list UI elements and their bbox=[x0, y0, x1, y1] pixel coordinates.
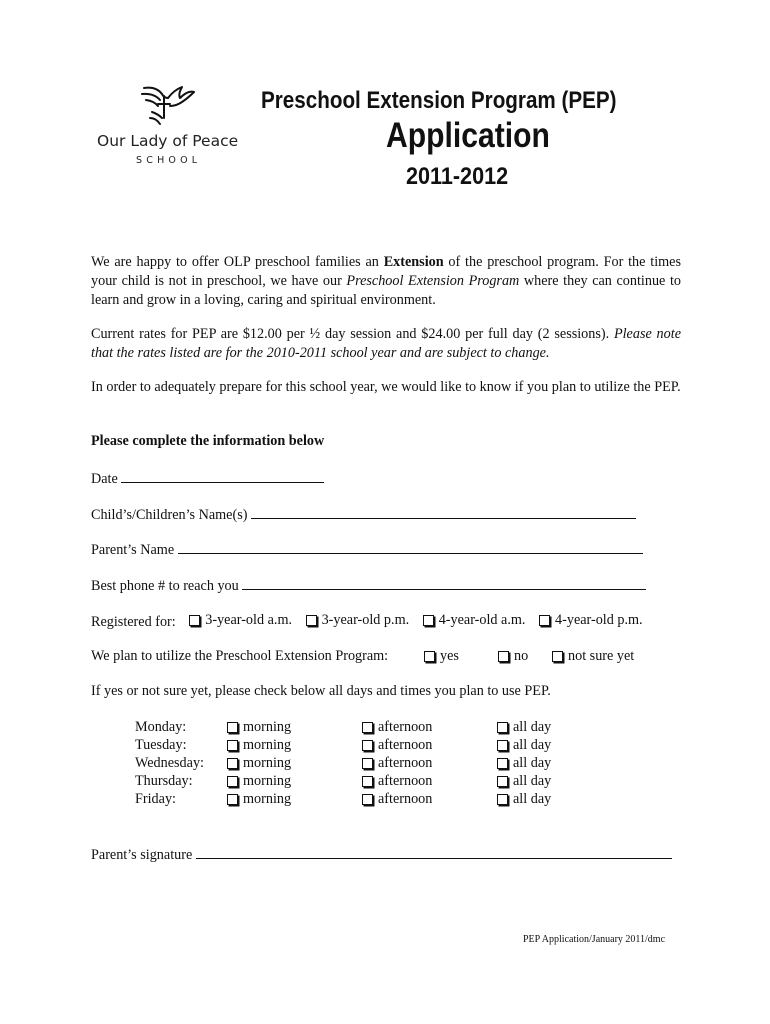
parent-name-field-1[interactable] bbox=[178, 540, 431, 554]
checkbox-3yo-pm[interactable]: 3-year-old p.m. bbox=[306, 612, 410, 629]
signature-label: Parent’s signature bbox=[91, 847, 193, 863]
checkbox-icon bbox=[497, 740, 508, 751]
checkbox-icon bbox=[362, 740, 373, 751]
date-field-row bbox=[91, 469, 324, 488]
checkbox-all-day[interactable]: all day bbox=[497, 773, 551, 792]
checkbox-icon bbox=[227, 794, 238, 805]
school-name: Our Lady of Peace bbox=[97, 132, 239, 150]
form-year: 2011-2012 bbox=[406, 163, 509, 190]
checkbox-icon bbox=[362, 722, 373, 733]
day-label: Thursday: bbox=[135, 773, 193, 789]
checkbox-icon bbox=[424, 651, 435, 662]
checkbox-icon bbox=[497, 794, 508, 805]
checkbox-plan-yes[interactable]: yes bbox=[424, 648, 459, 667]
checkbox-icon bbox=[497, 722, 508, 733]
plan-label: We plan to utilize the Preschool Extension Program: bbox=[91, 648, 389, 664]
intro-paragraph-1: We are happy to offer OLP preschool families an Extension of the preschool program. For the times your child is not in preschool, we have our Preschool Extension Program where they can continue to learn and grow in a loving, caring and spiritual environment. bbox=[91, 254, 681, 308]
checkbox-all-day[interactable]: all day bbox=[497, 755, 551, 774]
checkbox-icon bbox=[189, 615, 200, 626]
checkbox-afternoon[interactable]: afternoon bbox=[362, 755, 432, 774]
signature-row bbox=[91, 845, 672, 864]
checkbox-morning[interactable]: morning bbox=[227, 791, 291, 810]
checkbox-icon bbox=[306, 615, 317, 626]
checkbox-all-day[interactable]: all day bbox=[497, 719, 551, 738]
registered-label: Registered for: bbox=[91, 614, 176, 630]
checkbox-morning[interactable]: morning bbox=[227, 719, 291, 738]
footer-note: PEP Application/January 2011/dmc bbox=[523, 934, 666, 945]
parent-name-label: Parent’s Name bbox=[91, 542, 175, 558]
checkbox-plan-no[interactable]: no bbox=[498, 648, 528, 667]
parent-name-field-2[interactable] bbox=[431, 540, 643, 554]
days-instruction: If yes or not sure yet, please check below all days and times you plan to use PEP. bbox=[91, 683, 551, 699]
child-name-field[interactable] bbox=[251, 505, 636, 519]
date-field[interactable] bbox=[121, 469, 324, 483]
form-heading: Please complete the information below bbox=[91, 433, 325, 449]
intro-paragraph-rates: Current rates for PEP are $12.00 per ½ day session and $24.00 per full day (2 sessions). Please note that the rates listed are for the 2010-2011 school year and are subject to change. bbox=[91, 326, 681, 361]
checkbox-icon bbox=[362, 758, 373, 769]
checkbox-afternoon[interactable]: afternoon bbox=[362, 737, 432, 756]
phone-row bbox=[91, 576, 646, 595]
school-dove-cross-logo bbox=[138, 84, 198, 130]
registered-row bbox=[91, 612, 643, 631]
intro-paragraph-3: In order to adequately prepare for this school year, we would like to know if you plan to utilize the PEP. bbox=[91, 379, 681, 395]
checkbox-plan-not-sure[interactable]: not sure yet bbox=[552, 648, 634, 667]
checkbox-morning[interactable]: morning bbox=[227, 737, 291, 756]
checkbox-icon bbox=[552, 651, 563, 662]
checkbox-3yo-am[interactable]: 3-year-old a.m. bbox=[189, 612, 292, 629]
form-subtitle: Application bbox=[386, 116, 550, 155]
checkbox-morning[interactable]: morning bbox=[227, 755, 291, 774]
day-label: Wednesday: bbox=[135, 755, 204, 771]
checkbox-icon bbox=[539, 615, 550, 626]
checkbox-4yo-am[interactable]: 4-year-old a.m. bbox=[423, 612, 526, 629]
checkbox-all-day[interactable]: all day bbox=[497, 791, 551, 810]
day-label: Monday: bbox=[135, 719, 187, 735]
checkbox-icon bbox=[423, 615, 434, 626]
signature-field[interactable] bbox=[196, 845, 672, 859]
checkbox-icon bbox=[227, 758, 238, 769]
checkbox-icon bbox=[498, 651, 509, 662]
child-name-row bbox=[91, 505, 636, 524]
checkbox-afternoon[interactable]: afternoon bbox=[362, 791, 432, 810]
child-name-label: Child’s/Children’s Name(s) bbox=[91, 507, 248, 523]
day-label: Friday: bbox=[135, 791, 176, 807]
school-subtitle: SCHOOL bbox=[136, 155, 202, 166]
checkbox-icon bbox=[497, 776, 508, 787]
checkbox-afternoon[interactable]: afternoon bbox=[362, 719, 432, 738]
checkbox-icon bbox=[362, 776, 373, 787]
parent-name-row bbox=[91, 540, 643, 559]
checkbox-all-day[interactable]: all day bbox=[497, 737, 551, 756]
checkbox-morning[interactable]: morning bbox=[227, 773, 291, 792]
form-title: Preschool Extension Program (PEP) bbox=[261, 87, 617, 114]
date-label: Date bbox=[91, 471, 118, 487]
checkbox-4yo-pm[interactable]: 4-year-old p.m. bbox=[539, 612, 643, 629]
phone-field[interactable] bbox=[242, 576, 646, 590]
checkbox-icon bbox=[362, 794, 373, 805]
day-label: Tuesday: bbox=[135, 737, 187, 753]
checkbox-icon bbox=[227, 776, 238, 787]
checkbox-icon bbox=[227, 722, 238, 733]
phone-label: Best phone # to reach you bbox=[91, 578, 239, 594]
checkbox-icon bbox=[227, 740, 238, 751]
checkbox-icon bbox=[497, 758, 508, 769]
checkbox-afternoon[interactable]: afternoon bbox=[362, 773, 432, 792]
